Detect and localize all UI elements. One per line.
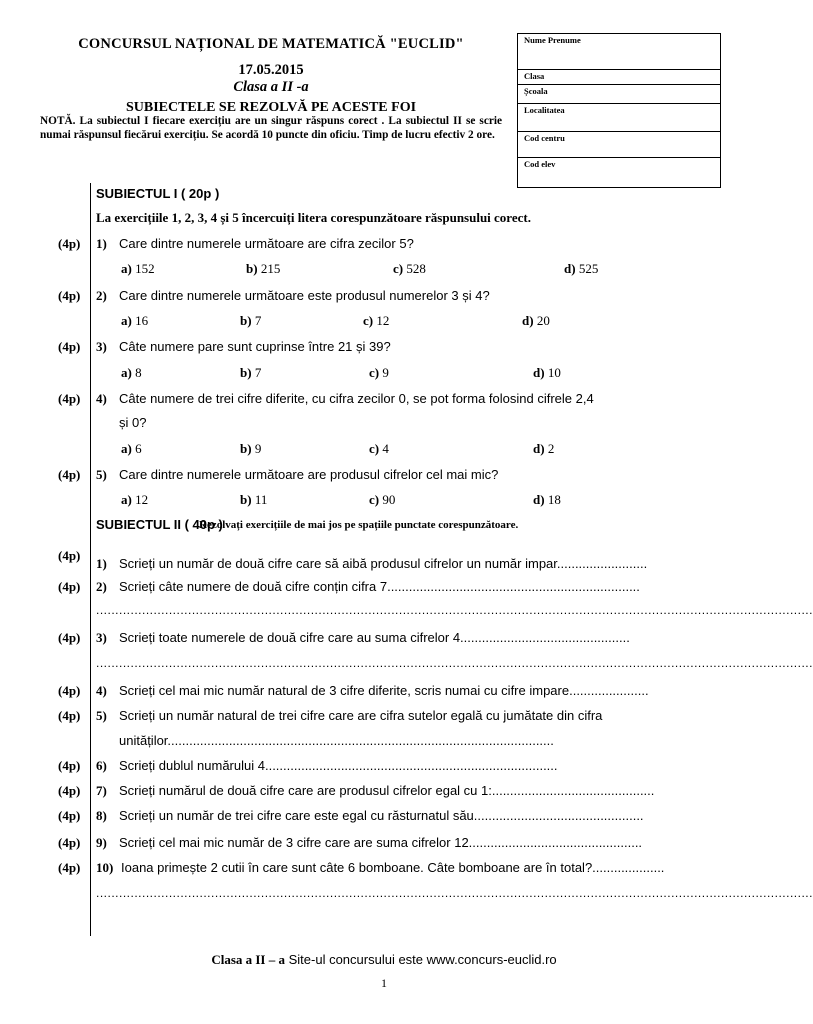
footer-class: Clasa a II – a <box>211 952 285 967</box>
points: (4p) <box>58 758 81 773</box>
footer-site: Site-ul concursului este www.concurs-euclid.ro <box>285 952 557 967</box>
contest-date: 17.05.2015 <box>238 62 304 78</box>
points: (4p) <box>58 860 81 875</box>
points: (4p) <box>58 288 81 303</box>
center-code-field[interactable] <box>518 132 720 158</box>
center-code-label: Cod centru <box>524 133 565 143</box>
answer-line[interactable]: Scrieți câte numere de două cifre conțin cifra 7...................................................................... <box>119 579 640 594</box>
question-number: 7) <box>96 783 107 798</box>
option-a[interactable]: a) 16 <box>121 313 149 328</box>
section2-instruction: Rezolvați exercițiile de mai jos pe spațiile punctate corespunzătoare. <box>199 519 519 531</box>
option-c[interactable]: c) 528 <box>393 261 426 276</box>
student-code-field[interactable] <box>518 158 720 186</box>
question-text-cont: și 0? <box>119 415 147 430</box>
footer <box>0 952 768 968</box>
answer-line[interactable]: Scrieți dublul numărului 4................................................................................. <box>119 758 558 773</box>
question-number: 9) <box>96 835 107 850</box>
option-a[interactable]: a) 152 <box>121 261 155 276</box>
answer-line[interactable]: Scrieți toate numerele de două cifre care au suma cifrelor 4............................................... <box>119 630 630 645</box>
page-number: 1 <box>381 976 387 990</box>
option-c[interactable]: c) 90 <box>369 492 396 507</box>
question-text: Care dintre numerele următoare este produsul numerelor 3 și 4? <box>119 288 490 303</box>
answer-line[interactable]: Scrieți un număr de trei cifre care este egal cu răsturnatul său............................................... <box>119 808 644 823</box>
points: (4p) <box>58 236 81 251</box>
note: NOTĂ. La subiectul I fiecare exercițiu are un singur răspuns corect . La subiectul II se scrie numai răspunsul fiecărui exercițiu. Se acordă 10 puncte din oficiu. Timp de lucru efectiv 2 ore. <box>40 115 502 141</box>
margin-rule <box>90 183 91 936</box>
question-number: 2) <box>96 288 107 303</box>
student-info-box <box>517 33 721 188</box>
points: (4p) <box>58 391 81 406</box>
answer-line[interactable]: Scrieți numărul de două cifre care are produsul cifrelor egal cu 1:............................................. <box>119 783 655 798</box>
class-label: Clasa <box>524 71 545 81</box>
question-number: 10) <box>96 860 114 875</box>
option-c[interactable]: c) 12 <box>363 313 390 328</box>
option-d[interactable]: d) 525 <box>564 261 599 276</box>
student-code-label: Cod elev <box>524 159 556 169</box>
answer-dots[interactable]: ........................................................................................................................................................................................... <box>96 886 813 900</box>
locality-field[interactable] <box>518 104 720 132</box>
points: (4p) <box>58 683 81 698</box>
points: (4p) <box>58 548 81 563</box>
points: (4p) <box>58 808 81 823</box>
question-text: Scrieți un număr natural de trei cifre care are cifra sutelor egală cu jumătate din cifra <box>119 708 603 723</box>
question-text: Câte numere de trei cifre diferite, cu cifra zecilor 0, se pot forma folosind cifrele 2,4 <box>119 391 594 406</box>
option-d[interactable]: d) 2 <box>533 441 555 456</box>
answer-dots[interactable]: ........................................................................................................................................................................................... <box>96 656 813 670</box>
question-number: 5) <box>96 708 107 723</box>
points: (4p) <box>58 339 81 354</box>
option-b[interactable]: b) 9 <box>240 441 262 456</box>
option-c[interactable]: c) 4 <box>369 441 389 456</box>
locality-label: Localitatea <box>524 105 565 115</box>
question-number: 3) <box>96 339 107 354</box>
question-number: 2) <box>96 579 107 594</box>
answer-line[interactable]: unităților........................................................................................................... <box>119 733 554 748</box>
school-field[interactable] <box>518 85 720 104</box>
subtitle: SUBIECTELE SE REZOLVĂ PE ACESTE FOI <box>125 100 417 115</box>
option-b[interactable]: b) 215 <box>246 261 281 276</box>
question-number: 3) <box>96 630 107 645</box>
question-number: 8) <box>96 808 107 823</box>
option-b[interactable]: b) 11 <box>240 492 268 507</box>
points: (4p) <box>58 708 81 723</box>
question-number: 5) <box>96 467 107 482</box>
question-text: Care dintre numerele următoare are cifra zecilor 5? <box>119 236 414 251</box>
option-a[interactable]: a) 12 <box>121 492 149 507</box>
section2-heading: SUBIECTUL II ( 40p ) <box>96 517 223 532</box>
name-field[interactable] <box>518 34 720 70</box>
option-b[interactable]: b) 7 <box>240 313 262 328</box>
option-d[interactable]: d) 20 <box>522 313 550 328</box>
points: (4p) <box>58 630 81 645</box>
option-c[interactable]: c) 9 <box>369 365 389 380</box>
contest-title: CONCURSUL NAȚIONAL DE MATEMATICĂ "EUCLID" <box>78 36 464 52</box>
question-number: 4) <box>96 391 107 406</box>
option-a[interactable]: a) 8 <box>121 365 142 380</box>
question-number: 1) <box>96 556 107 571</box>
option-d[interactable]: d) 10 <box>533 365 561 380</box>
answer-line[interactable]: Scrieți cel mai mic număr de 3 cifre care are suma cifrelor 12................................................ <box>119 835 643 850</box>
section1-instruction: La exercițiile 1, 2, 3, 4 și 5 încercuiți litera corespunzătoare răspunsului corect. <box>96 210 531 225</box>
points: (4p) <box>58 835 81 850</box>
points: (4p) <box>58 467 81 482</box>
points: (4p) <box>58 579 81 594</box>
option-d[interactable]: d) 18 <box>533 492 561 507</box>
question-text: Câte numere pare sunt cuprinse între 21 și 39? <box>119 339 391 354</box>
option-a[interactable]: a) 6 <box>121 441 142 456</box>
section1-heading: SUBIECTUL I ( 20p ) <box>96 186 220 201</box>
points: (4p) <box>58 783 81 798</box>
question-text: Care dintre numerele următoare are produsul cifrelor cel mai mic? <box>119 467 499 482</box>
question-number: 1) <box>96 236 107 251</box>
answer-line[interactable]: Ioana primește 2 cutii în care sunt câte 6 bomboane. Câte bomboane are în total?.................... <box>121 860 665 875</box>
question-number: 6) <box>96 758 107 773</box>
question-number: 4) <box>96 683 107 698</box>
answer-dots[interactable]: ........................................................................................................................................................................................... <box>96 603 813 617</box>
name-label: Nume Prenume <box>524 35 581 45</box>
school-label: Școala <box>524 86 548 96</box>
option-b[interactable]: b) 7 <box>240 365 262 380</box>
class-field[interactable] <box>518 70 720 85</box>
answer-line[interactable]: Scrieți cel mai mic număr natural de 3 cifre diferite, scris numai cu cifre impare...................... <box>119 683 649 698</box>
answer-line[interactable]: Scrieți un număr de două cifre care să aibă produsul cifrelor un număr impar......................... <box>119 556 648 571</box>
contest-class: Clasa a II -a <box>233 79 309 95</box>
